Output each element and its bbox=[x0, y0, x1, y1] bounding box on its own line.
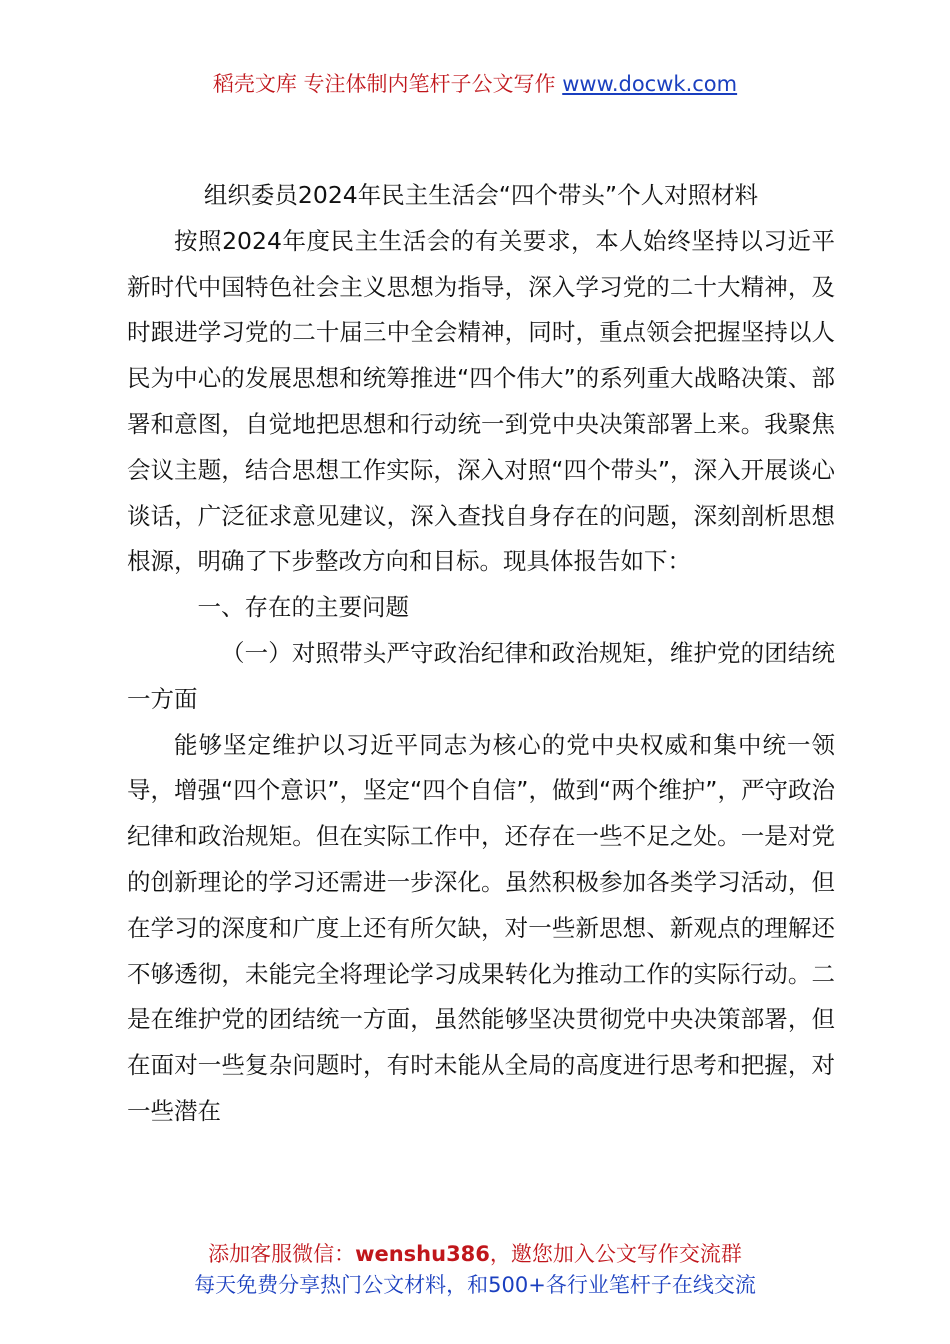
footer-promo-line: 每天免费分享热门公文材料，和500+各行业笔杆子在线交流 bbox=[194, 1273, 756, 1297]
page-footer bbox=[0, 1239, 950, 1301]
section-heading: 一、存在的主要问题 bbox=[197, 593, 409, 622]
body-paragraph: 能够坚定维护以习近平同志为核心的党中央权威和集中统一领导，增强“四个意识”，坚定“四个自信”，做到“两个维护”，严守政治纪律和政治规矩。但在实际工作中，还存在一些不足之处。一是对党的创新理论的学习还需进一步深化。虽然积极参加各类学习活动，但在学习的深度和广度上还有所欠缺，对一些新思想、新观点的理解还不够透彻，未能完全将理论学习成果转化为推动工作的实际行动。二是在维护党的团结统一方面，虽然能够坚决贯彻党中央决策部署，但在面对一些复杂问题时，有时未能从全局的高度进行思考和把握，对一些潜在 bbox=[127, 730, 835, 1125]
document-title: 组织委员2024年民主生活会“四个带头”个人对照材料 bbox=[203, 181, 759, 209]
intro-paragraph: 按照2024年度民主生活会的有关要求，本人始终坚持以习近平新时代中国特色社会主义思想为指导，深入学习党的二十大精神，及时跟进学习党的二十届三中全会精神，同时，重点领会把握坚持以人民为中心的发展思想和统筹推进“四个伟大”的系列重大战略决策、部署和意图，自觉地把思想和行动统一到党中央决策部署上来。我聚焦会议主题，结合思想工作实际，深入对照“四个带头”，深入开展谈心谈话，广泛征求意见建议，深入查找自身存在的问题，深刻剖析思想根源，明确了下步整改方向和目标。现具体报告如下： bbox=[127, 226, 835, 576]
wechat-id: wenshu386 bbox=[355, 1242, 490, 1266]
site-link[interactable]: www.docwk.com bbox=[562, 72, 738, 96]
brand-slogan: 稻壳文库 专注体制内笔杆子公文写作 bbox=[212, 72, 563, 96]
footer-contact-prefix: 添加客服微信： bbox=[208, 1242, 356, 1266]
footer-contact-suffix: ，邀您加入公文写作交流群 bbox=[489, 1242, 742, 1266]
document-body bbox=[127, 173, 835, 1135]
footer-contact-line bbox=[0, 1239, 950, 1270]
subsection-heading: （一）对照带头严守政治纪律和政治规矩，维护党的团结统一方面 bbox=[127, 638, 835, 713]
page-header bbox=[0, 68, 950, 100]
